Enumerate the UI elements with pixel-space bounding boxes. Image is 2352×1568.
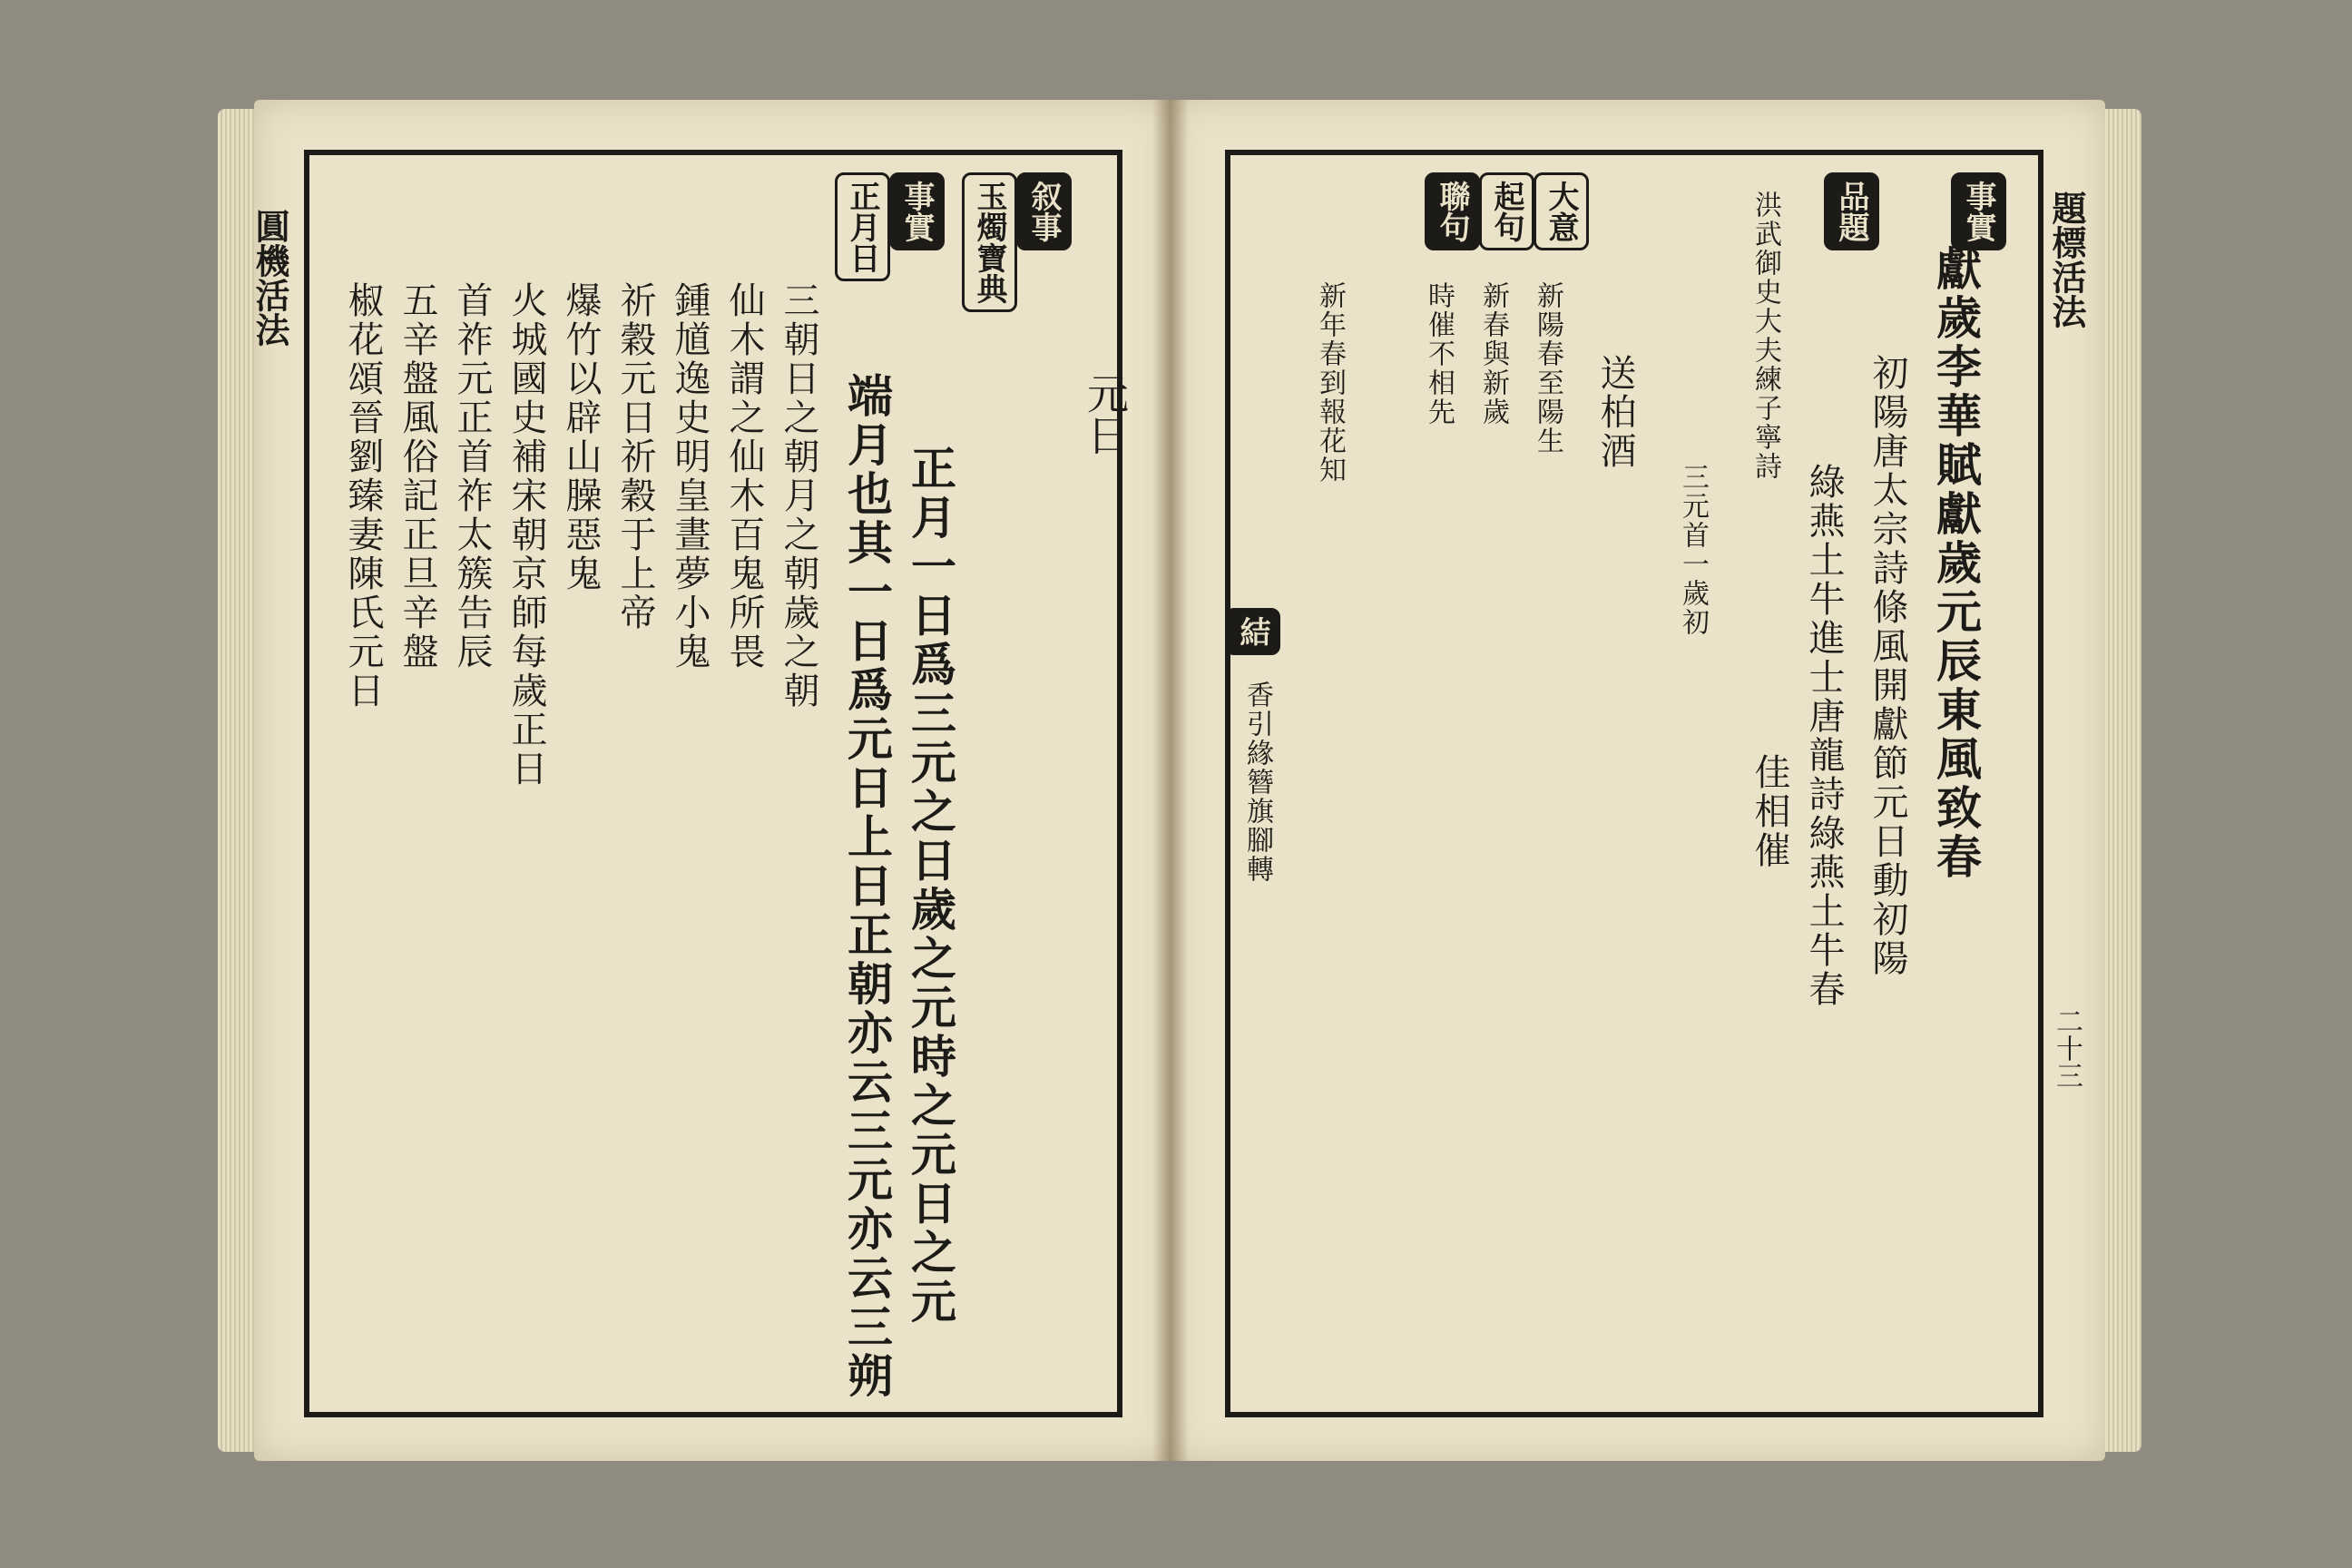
open-book — [218, 91, 2141, 1479]
folio-number: 二十三 — [2051, 1007, 2082, 1089]
text-column: 送柏酒 — [1594, 354, 1636, 471]
label-jie: 結 — [1225, 608, 1280, 655]
right-page — [1171, 100, 2105, 1461]
text-column: 綠燕土牛進士唐龍詩綠燕土牛春 — [1803, 463, 1845, 1009]
label-qi-ju: 起句 — [1479, 172, 1534, 250]
text-column: 鍾馗逸史明皇晝夢小鬼 — [669, 281, 710, 671]
label-da-yi: 大意 — [1534, 172, 1589, 250]
text-column: 香引緣簪旗腳轉 — [1241, 681, 1273, 884]
text-column: 火城國史補宋朝京師每歲正日 — [505, 281, 547, 789]
text-column: 洪武御史大夫練子寧詩 — [1749, 191, 1781, 481]
label-zheng-yue-ri: 正月日 — [835, 172, 890, 281]
label-source: 玉燭寶典 — [962, 172, 1017, 312]
text-column: 獻歲李華賦獻歲元辰東風致春 — [1929, 245, 1983, 882]
label-xu-shi: 叙事 — [1016, 172, 1072, 250]
book-gutter — [1152, 100, 1189, 1461]
text-column: 時催不相先 — [1423, 281, 1455, 426]
text-column: 初陽唐太宗詩條風開獻節元日動初陽 — [1867, 354, 1908, 978]
text-column: 三元首一歲初 — [1677, 463, 1709, 637]
left-spine-title: 圓機活法 — [250, 209, 290, 347]
label-pin-ti: 品題 — [1824, 172, 1879, 250]
text-column: 佳相催 — [1749, 753, 1790, 870]
text-column: 祈穀元日祈穀于上帝 — [614, 281, 656, 632]
text-column: 椒花頌晉劉臻妻陳氏元日 — [342, 281, 384, 710]
label-lian-ju: 聯句 — [1425, 172, 1480, 250]
page-heading: 元日 — [1081, 372, 1130, 456]
text-column: 三朝日之朝月之朝歲之朝 — [778, 281, 819, 710]
text-column: 端月也其一日爲元日上日正朝亦云三元亦云三朔 — [840, 372, 894, 1401]
label-shi-shi: 事實 — [1951, 172, 2006, 250]
right-spine-title: 題標活法 — [2046, 191, 2087, 328]
text-column: 五辛盤風俗記正旦辛盤 — [397, 281, 438, 671]
right-page-frame — [1225, 150, 2043, 1417]
text-column: 正月一日爲三元之日歲之元時之元日之元 — [904, 445, 957, 1327]
text-column: 爆竹以辟山臊惡鬼 — [560, 281, 602, 593]
text-column: 新春與新歲 — [1477, 281, 1509, 426]
text-column: 新年春到報花知 — [1314, 281, 1346, 485]
text-column: 仙木謂之仙木百鬼所畏 — [723, 281, 765, 671]
label-shi-shi: 事實 — [889, 172, 945, 250]
left-page — [250, 100, 1171, 1461]
text-column: 首祚元正首祚太簇告辰 — [451, 281, 493, 671]
text-column: 新陽春至陽生 — [1532, 281, 1563, 456]
